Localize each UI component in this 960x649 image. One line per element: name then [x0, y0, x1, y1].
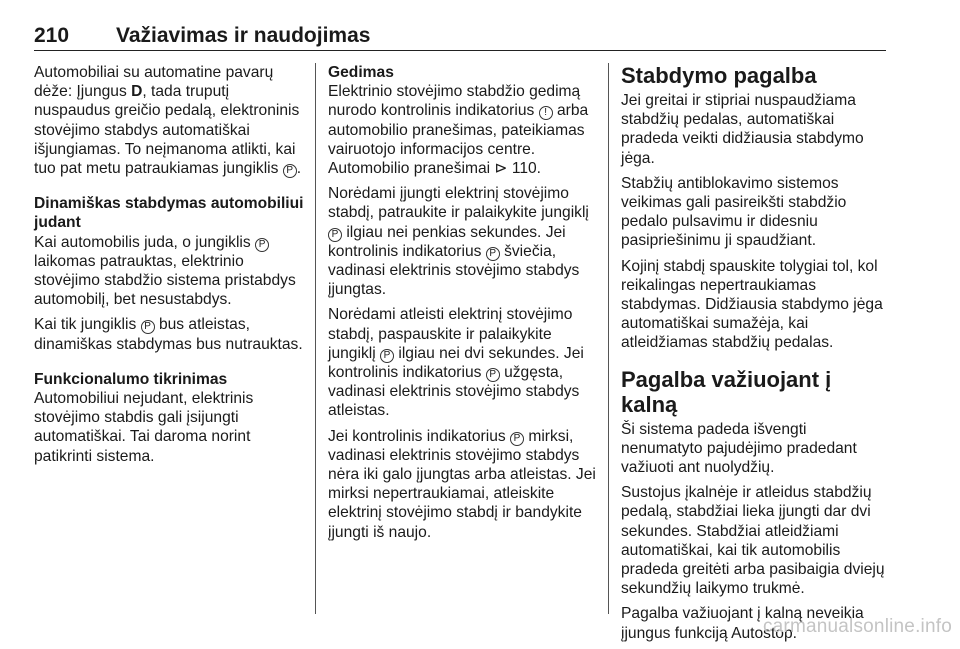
apply-brake-paragraph: Norėdami įjungti elektrinį stovėjimo stabdį, patraukite ir palaikykite jungiklį P ilgiau nei penkias sekundes. Jei kontrolinis indikatorius P šviečia, vadinasi elektrinis stovėjimo stabdys įjungtas. [328, 185, 589, 299]
dynamic-braking-heading: Dinamiškas stabdymas automobiliui judant [34, 195, 304, 232]
parking-brake-switch-icon: P [380, 349, 394, 363]
column-divider [315, 63, 316, 614]
fault-paragraph: Elektrinio stovėjimo stabdžio gedimą nurodo kontrolinis indikatorius ! arba automobilio pranešimas, pateikiamas vairuotojo informacijos centre. Automobilio pranešimai ⊳ 110. [328, 83, 589, 178]
fault-heading: Gedimas [328, 64, 394, 81]
column-right [621, 63, 891, 649]
hill-start-paragraph-3: Pagalba važiuojant į kalną neveikia įjungus funkciją Autostop. [621, 605, 864, 642]
brake-assist-paragraph-1: Jei greitai ir stipriai nuspaudžiama stabdžių pedalas, automatiškai pradeda veikti didžiausia stabdymo jėga. [621, 92, 864, 167]
parking-brake-indicator-icon: P [510, 432, 524, 446]
function-check-heading: Funkcionalumo tikrinimas [34, 370, 228, 388]
page-number: 210 [34, 24, 70, 47]
blinking-indicator-paragraph: Jei kontrolinis indikatorius P mirksi, vadinasi elektrinis stovėjimo stabdys nėra iki galo įjungtas arba atleistas. Jei mirksi nepertraukiamai, atleiskite elektrinį stovėjimo stabdį ir bandykite įjungti iš naujo. [328, 427, 596, 541]
parking-brake-indicator-icon: P [486, 247, 500, 261]
brake-assist-paragraph-3: Kojinį stabdį spauskite tolygiai tol, kol reikalingas nepertraukiamas stabdymas. Didžiausia stabdymo jėga automatiškai sumažėja, kai atleidžiamas stabdžių pedalas. [621, 257, 883, 352]
parking-brake-switch-icon: P [283, 164, 297, 178]
watermark: carmanualsonline.info [762, 616, 952, 637]
release-brake-paragraph: Norėdami atleisti elektrinį stovėjimo stabdį, paspauskite ir palaikykite jungiklį P ilgiau nei dvi sekundes. Jei kontrolinis indikatorius P užgęsta, vadinasi elektrinis stovėjimo stabdys atleistas. [328, 306, 584, 420]
gear-letter: D [131, 83, 143, 101]
page-reference-link[interactable]: ⊳ 110. [494, 160, 542, 178]
parking-brake-switch-icon: P [141, 320, 155, 334]
dynamic-braking-paragraph-1: Kai automobilis juda, o jungiklis P laikomas patrauktas, elektrinio stovėjimo stabdžio sistema pristabdys automobilį, bet nesustabdys. [34, 233, 296, 309]
dynamic-braking-paragraph-2: Kai tik jungiklis P bus atleistas, dinamiškas stabdymas bus nutrauktas. [34, 316, 303, 353]
column-middle [328, 63, 598, 548]
intro-paragraph: Automobiliai su automatine pavarų dėže: Įjungus D, tada truputį nuspaudus greičio pedalą, elektroninis stovėjimo stabdys automatiškai išjungiamas. To neįmanoma atlikti, kai tuo pat metu patraukiamas jungiklis P . [34, 64, 302, 178]
parking-brake-switch-icon: P [255, 238, 269, 252]
warning-indicator-icon: ! [539, 106, 553, 120]
column-left [34, 63, 308, 472]
page-title: Važiavimas ir naudojimas [116, 24, 371, 47]
function-check-paragraph: Automobiliui nejudant, elektrinis stovėjimo stabdis gali įsijungti automatiškai. Tai daroma norint patikrinti sistema. [34, 390, 254, 465]
page-header [34, 24, 886, 51]
hill-start-assist-heading: Pagalba važiuojant į kalną [621, 366, 832, 417]
hill-start-paragraph-1: Ši sistema padeda išvengti nenumatyto pajudėjimo pradedant važiuoti ant nuolydžių. [621, 420, 857, 477]
column-divider [608, 63, 609, 614]
hill-start-paragraph-2: Sustojus įkalnėje ir atleidus stabdžių pedalą, stabdžiai lieka įjungti dar dvi sekundes. Stabdžiai atleidžiami automatiškai, kai tik automobilis pradeda greitėti arba pasibaigia dviejų sekundžių laikymo trukmė. [621, 484, 885, 598]
parking-brake-indicator-icon: P [486, 368, 500, 382]
parking-brake-switch-icon: P [328, 228, 342, 242]
brake-assist-heading: Stabdymo pagalba [621, 63, 817, 88]
brake-assist-paragraph-2: Stabžių antiblokavimo sistemos veikimas gali pasireikšti stabdžio pedalo pulsavimu ir didesniu pasipriešinimu ji spaudžiant. [621, 174, 847, 250]
